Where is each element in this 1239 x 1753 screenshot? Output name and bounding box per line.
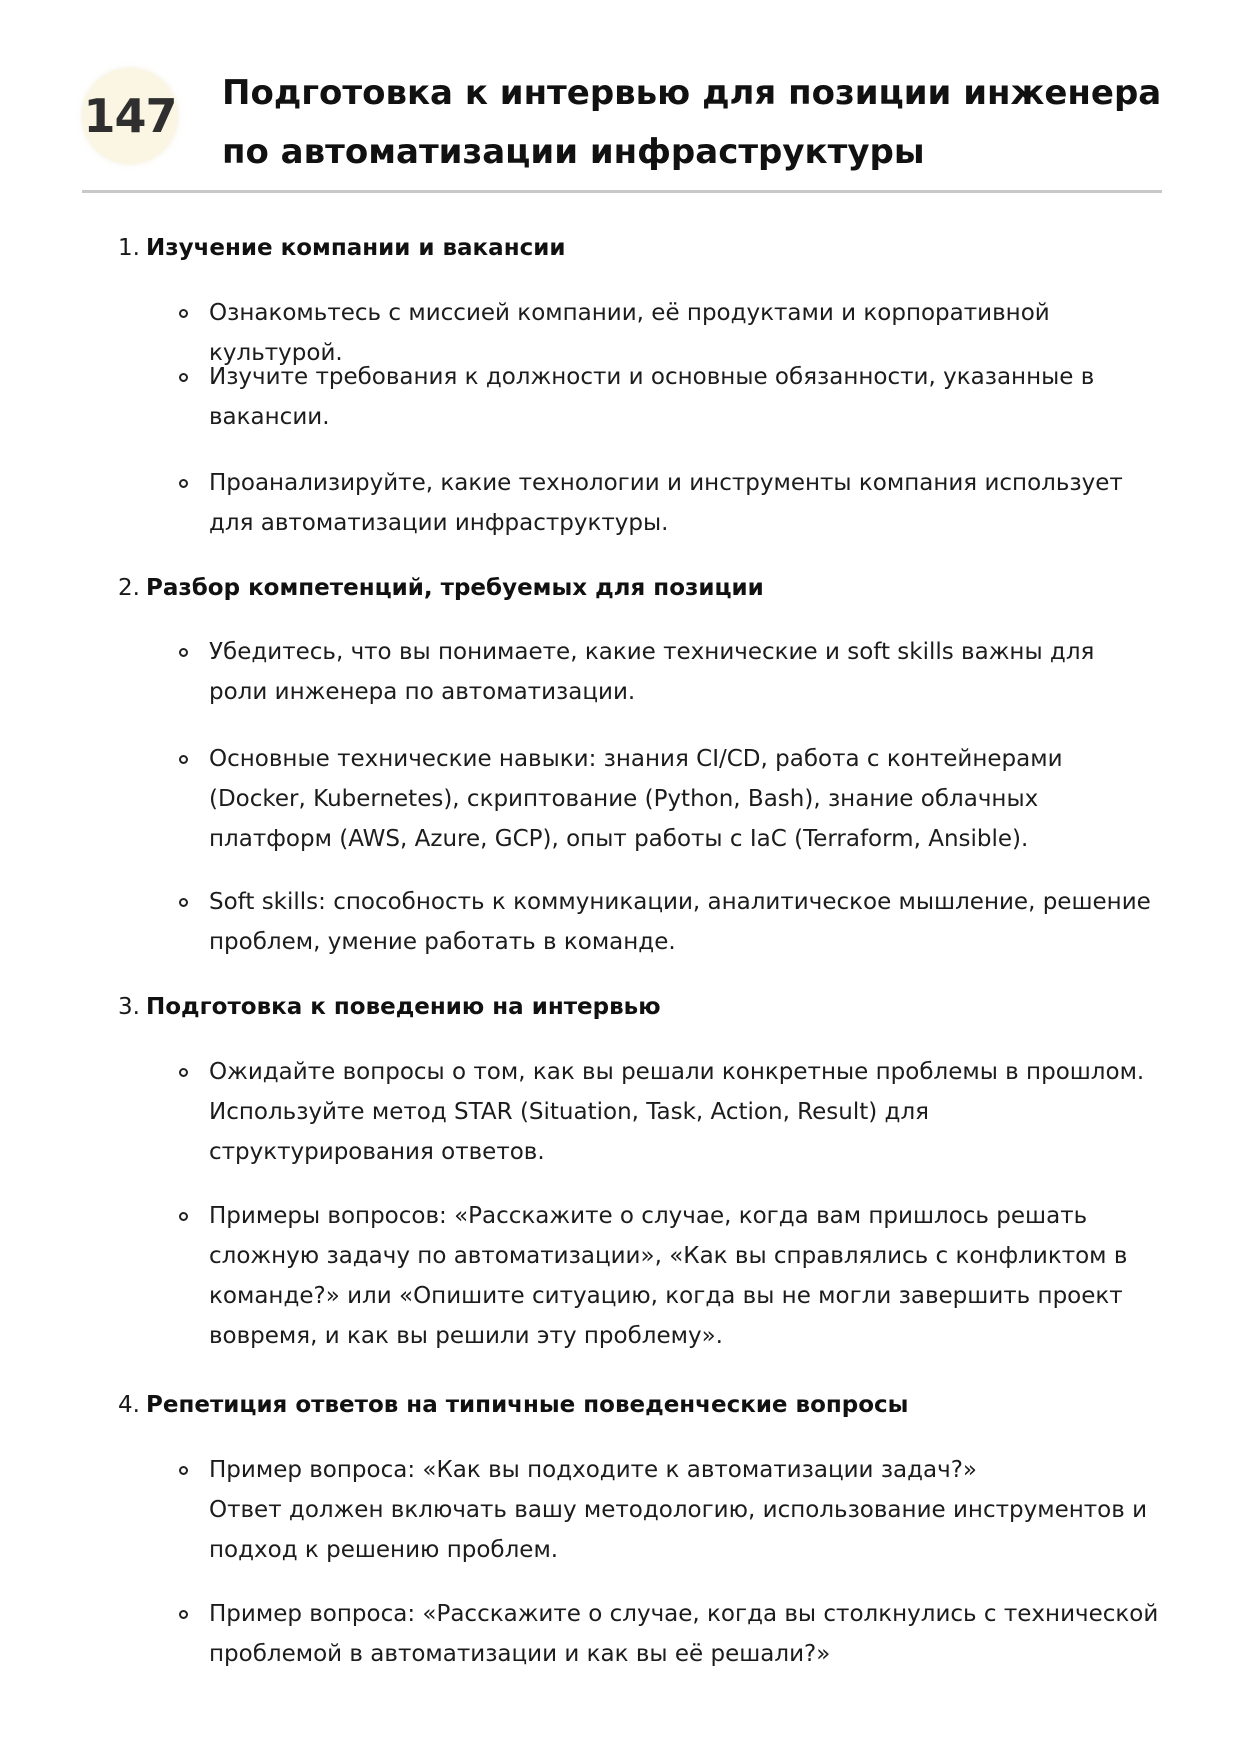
- page-title: Подготовка к интервью для позиции инженера по автоматизации инфраструктуры: [222, 73, 1162, 172]
- section-number: 3.: [118, 994, 140, 1020]
- section-number: 1.: [118, 235, 140, 261]
- section-title: Репетиция ответов на типичные поведенческие вопросы: [146, 1392, 909, 1418]
- bullet-icon: [179, 898, 188, 907]
- section-number: 2.: [118, 575, 140, 601]
- section-title: Подготовка к поведению на интервью: [146, 994, 661, 1020]
- section-title: Разбор компетенций, требуемых для позиции: [146, 575, 764, 601]
- list-item-continuation: Ответ должен включать вашу методологию, использование инструментов и подход к решению проблем.: [209, 1497, 1148, 1563]
- section-title: Изучение компании и вакансии: [146, 235, 566, 261]
- bullet-icon: [179, 755, 188, 764]
- list-item: Убедитесь, что вы понимаете, какие технические и soft skills важны для роли инженера по автоматизации.: [209, 639, 1095, 705]
- bullet-icon: [179, 309, 188, 318]
- bullet-icon: [179, 648, 188, 657]
- list-item: Проанализируйте, какие технологии и инструменты компания использует для автоматизации инфраструктуры.: [209, 470, 1123, 536]
- list-item: Ознакомьтесь с миссией компании, её продуктами и корпоративной культурой.: [209, 300, 1050, 366]
- bullet-icon: [179, 1610, 188, 1619]
- bullet-icon: [179, 1212, 188, 1221]
- page-number: 147: [83, 89, 177, 143]
- list-item: Пример вопроса: «Как вы подходите к автоматизации задач?»: [209, 1457, 978, 1483]
- bullet-icon: [179, 479, 188, 488]
- section-number: 4.: [118, 1392, 140, 1418]
- list-item: Основные технические навыки: знания CI/CD, работа с контейнерами (Docker, Kubernetes), скриптование (Python, Bash), знание облачных платформ (AWS, Azure, GCP), опыт работы с IaC (Terraform, Ansible).: [209, 746, 1063, 852]
- bullet-icon: [179, 1466, 188, 1475]
- bullet-icon: [179, 373, 188, 382]
- list-item: Примеры вопросов: «Расскажите о случае, когда вам пришлось решать сложную задачу по автоматизации», «Как вы справлялись с конфликтом в команде?» или «Опишите ситуацию, когда вы не могли завершить проект вовремя, и как вы решили эту проблему».: [209, 1203, 1128, 1349]
- list-item: Ожидайте вопросы о том, как вы решали конкретные проблемы в прошлом. Используйте метод STAR (Situation, Task, Action, Result) для структурирования ответов.: [209, 1059, 1145, 1165]
- list-item: Soft skills: способность к коммуникации, аналитическое мышление, решение проблем, умение работать в команде.: [209, 889, 1151, 955]
- list-item: Пример вопроса: «Расскажите о случае, когда вы столкнулись с технической проблемой в автоматизации и как вы её решали?»: [209, 1601, 1159, 1667]
- list-item: Изучите требования к должности и основные обязанности, указанные в вакансии.: [209, 364, 1095, 430]
- bullet-icon: [179, 1068, 188, 1077]
